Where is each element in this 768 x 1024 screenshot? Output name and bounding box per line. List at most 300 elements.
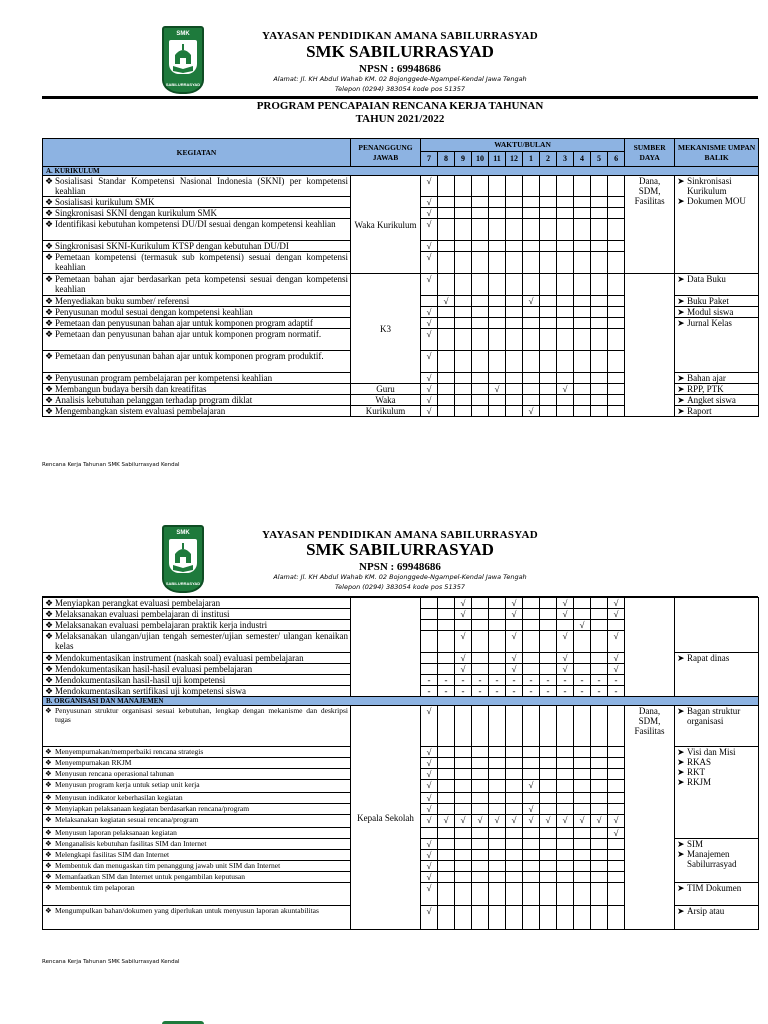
kegiatan-cell: [43, 664, 351, 675]
mekanisme-item: [677, 176, 756, 196]
month-cell: [591, 176, 608, 197]
month-cell: [438, 329, 455, 351]
month-cell: [455, 906, 472, 930]
month-cell: [591, 747, 608, 758]
month-cell: [472, 706, 489, 747]
month-cell: [591, 828, 608, 839]
month-cell: [438, 839, 455, 850]
kegiatan-cell: [43, 176, 351, 197]
month-cell: [574, 373, 591, 384]
check-mark: √: [557, 815, 574, 828]
month-cell: [472, 406, 489, 417]
arrow-icon: ➤: [677, 653, 685, 663]
month-cell: [523, 318, 540, 329]
month-cell: [540, 861, 557, 872]
kegiatan-cell: [43, 861, 351, 872]
check-mark: √: [421, 329, 438, 351]
month-cell: [438, 274, 455, 296]
month-cell: [472, 631, 489, 653]
foundation-name: YAYASAN PENDIDIKAN AMANA SABILURRASYAD: [262, 30, 538, 42]
month-cell: [506, 351, 523, 373]
mekanisme-cell: [675, 307, 759, 318]
month-header: 10: [472, 152, 489, 167]
month-cell: [540, 828, 557, 839]
month-cell: [523, 241, 540, 252]
month-cell: [574, 208, 591, 219]
month-cell: [472, 664, 489, 675]
month-cell: [455, 208, 472, 219]
month-cell: [608, 780, 625, 793]
month-cell: [438, 241, 455, 252]
month-cell: [438, 219, 455, 241]
month-cell: [523, 793, 540, 804]
mekanisme-text: Bahan ajar: [687, 373, 726, 383]
month-cell: [591, 197, 608, 208]
check-mark: √: [421, 351, 438, 373]
kegiatan-cell: [43, 598, 351, 609]
check-mark: √: [506, 653, 523, 664]
month-cell: [489, 351, 506, 373]
month-cell: [523, 219, 540, 241]
check-mark: √: [608, 828, 625, 839]
month-cell: [455, 747, 472, 758]
month-cell: [608, 208, 625, 219]
check-mark: √: [557, 384, 574, 395]
mekanisme-item: [677, 196, 756, 206]
month-cell: [540, 850, 557, 861]
month-cell: [591, 373, 608, 384]
month-cell: [591, 861, 608, 872]
month-cell: [438, 747, 455, 758]
mekanisme-item: [677, 849, 756, 869]
mekanisme-item: [677, 883, 756, 893]
month-cell: [540, 598, 557, 609]
check-mark: √: [455, 815, 472, 828]
mekanisme-cell: [675, 176, 759, 274]
month-cell: [438, 252, 455, 274]
month-cell: [557, 839, 574, 850]
dash-mark: -: [557, 686, 574, 697]
mekanisme-cell: [675, 406, 759, 417]
month-cell: [455, 384, 472, 395]
kegiatan-text: Melengkapi fasilitas SIM dan Internet: [55, 850, 170, 859]
sumber-cell: [625, 598, 675, 697]
check-mark: √: [421, 861, 438, 872]
month-header: 8: [438, 152, 455, 167]
month-cell: [540, 208, 557, 219]
kegiatan-cell: [43, 631, 351, 653]
month-cell: [591, 296, 608, 307]
bullet-icon: ❖: [45, 769, 52, 778]
month-cell: [438, 850, 455, 861]
month-cell: [557, 861, 574, 872]
kegiatan-text: Melaksanakan evaluasi pembelajaran di institusi: [55, 609, 230, 619]
month-cell: [591, 769, 608, 780]
month-cell: [574, 176, 591, 197]
bullet-icon: ❖: [45, 686, 54, 696]
month-cell: [591, 620, 608, 631]
month-cell: [540, 274, 557, 296]
sumber-cell: Dana, SDM, Fasilitas: [625, 176, 675, 274]
dash-mark: -: [438, 686, 455, 697]
month-cell: [506, 373, 523, 384]
dash-mark: -: [557, 675, 574, 686]
mekanisme-text: Arsip atau: [687, 906, 725, 916]
month-cell: [574, 197, 591, 208]
month-cell: [557, 351, 574, 373]
mekanisme-item: [677, 777, 756, 787]
month-cell: [574, 706, 591, 747]
kegiatan-cell: [43, 296, 351, 307]
month-cell: [540, 176, 557, 197]
month-cell: [489, 395, 506, 406]
month-cell: [608, 758, 625, 769]
kegiatan-cell: [43, 906, 351, 930]
month-cell: [438, 318, 455, 329]
check-mark: √: [421, 758, 438, 769]
header-rule: [42, 96, 758, 99]
month-cell: [472, 758, 489, 769]
month-cell: [608, 384, 625, 395]
check-mark: √: [421, 793, 438, 804]
check-mark: √: [421, 252, 438, 274]
check-mark: √: [489, 384, 506, 395]
month-cell: [557, 252, 574, 274]
month-cell: [540, 329, 557, 351]
month-header: 9: [455, 152, 472, 167]
month-cell: [455, 872, 472, 883]
month-cell: [489, 804, 506, 815]
month-cell: [455, 274, 472, 296]
kegiatan-text: Pemetaan dan penyusunan bahan ajar untuk komponen program produktif.: [55, 351, 324, 361]
mekanisme-text: Data Buku: [687, 274, 726, 284]
month-cell: [455, 241, 472, 252]
check-mark: √: [557, 664, 574, 675]
month-cell: [540, 747, 557, 758]
month-cell: [574, 828, 591, 839]
kegiatan-text: Pemetaan dan penyusunan bahan ajar untuk komponen program adaptif: [55, 318, 313, 328]
month-header: 4: [574, 152, 591, 167]
address: Alamat: Jl. KH Abdul Wahab KM. 02 Bojonggede-Ngampel-Kendal Jawa Tengah: [273, 573, 527, 581]
mekanisme-item: [677, 906, 756, 916]
month-cell: [608, 307, 625, 318]
month-cell: [574, 839, 591, 850]
col-sumber: SUMBER DAYA: [625, 139, 675, 167]
program-year: TAHUN 2021/2022: [355, 113, 445, 125]
bullet-icon: ❖: [45, 219, 54, 229]
dash-mark: -: [489, 675, 506, 686]
month-cell: [455, 329, 472, 351]
month-cell: [574, 804, 591, 815]
month-header: 11: [489, 152, 506, 167]
kegiatan-cell: [43, 318, 351, 329]
kegiatan-text: Melaksanakan evaluasi pembelajaran praktik kerja industri: [55, 620, 268, 630]
month-cell: [455, 219, 472, 241]
month-cell: [421, 296, 438, 307]
bullet-icon: ❖: [45, 197, 54, 207]
month-cell: [591, 351, 608, 373]
month-cell: [455, 883, 472, 906]
month-cell: [557, 274, 574, 296]
month-cell: [591, 906, 608, 930]
month-cell: [574, 883, 591, 906]
month-cell: [540, 906, 557, 930]
check-mark: √: [489, 815, 506, 828]
kegiatan-text: Mendokumentasikan hasil-hasil uji kompetensi: [55, 675, 226, 685]
dash-mark: -: [455, 686, 472, 697]
month-cell: [506, 197, 523, 208]
month-cell: [472, 274, 489, 296]
arrow-icon: ➤: [677, 906, 685, 916]
month-cell: [540, 406, 557, 417]
month-cell: [574, 252, 591, 274]
month-cell: [591, 395, 608, 406]
month-cell: [472, 780, 489, 793]
month-cell: [438, 208, 455, 219]
month-header: 6: [608, 152, 625, 167]
bullet-icon: ❖: [45, 329, 54, 339]
mekanisme-cell: [675, 706, 759, 747]
month-cell: [557, 318, 574, 329]
pj-cell: Waka: [351, 395, 421, 406]
arrow-icon: ➤: [677, 747, 685, 757]
check-mark: √: [421, 804, 438, 815]
mekanisme-text: Bagan struktur organisasi: [687, 706, 741, 726]
month-cell: [472, 219, 489, 241]
month-cell: [608, 318, 625, 329]
month-cell: [472, 351, 489, 373]
table-row: [43, 176, 759, 197]
month-cell: [574, 609, 591, 620]
month-cell: [455, 758, 472, 769]
bullet-icon: ❖: [45, 883, 52, 892]
kegiatan-cell: [43, 747, 351, 758]
bullet-icon: ❖: [45, 208, 54, 218]
kegiatan-text: Sosialisasi kurikulum SMK: [55, 197, 155, 207]
month-cell: [591, 609, 608, 620]
check-mark: √: [608, 598, 625, 609]
month-cell: [608, 176, 625, 197]
kegiatan-cell: [43, 274, 351, 296]
mekanisme-text: Dokumen MOU: [687, 196, 746, 206]
col-kegiatan: KEGIATAN: [43, 139, 351, 167]
month-cell: [455, 252, 472, 274]
month-cell: [438, 804, 455, 815]
month-cell: [557, 804, 574, 815]
month-cell: [506, 384, 523, 395]
month-cell: [506, 252, 523, 274]
month-cell: [523, 274, 540, 296]
table-row: [43, 274, 759, 296]
month-cell: [472, 861, 489, 872]
month-cell: [455, 406, 472, 417]
month-cell: [540, 804, 557, 815]
kegiatan-cell: [43, 828, 351, 839]
month-cell: [591, 384, 608, 395]
check-mark: √: [421, 780, 438, 793]
month-cell: [540, 839, 557, 850]
mekanisme-cell: [675, 395, 759, 406]
kegiatan-cell: [43, 686, 351, 697]
month-cell: [574, 861, 591, 872]
check-mark: √: [608, 664, 625, 675]
month-cell: [608, 252, 625, 274]
section-row: [43, 697, 759, 706]
month-cell: [438, 828, 455, 839]
arrow-icon: ➤: [677, 777, 685, 787]
month-cell: [540, 351, 557, 373]
month-cell: [506, 274, 523, 296]
month-cell: [506, 758, 523, 769]
month-cell: [506, 883, 523, 906]
kegiatan-text: Menyiapkan pelaksanaan kegiatan berdasarkan rencana/program: [55, 804, 250, 813]
month-header: 12: [506, 152, 523, 167]
mekanisme-item: [677, 318, 756, 328]
month-cell: [557, 329, 574, 351]
bullet-icon: ❖: [45, 839, 52, 848]
kegiatan-cell: [43, 329, 351, 351]
check-mark: √: [506, 598, 523, 609]
kegiatan-text: Melaksanakan kegiatan sesuai rencana/program: [55, 815, 199, 824]
check-mark: √: [557, 653, 574, 664]
month-cell: [591, 804, 608, 815]
month-cell: [540, 219, 557, 241]
mekanisme-item: [677, 757, 756, 767]
month-cell: [523, 747, 540, 758]
month-cell: [574, 747, 591, 758]
month-cell: [574, 653, 591, 664]
month-cell: [489, 664, 506, 675]
month-cell: [506, 296, 523, 307]
bullet-icon: ❖: [45, 395, 54, 405]
month-cell: [523, 176, 540, 197]
dash-mark: -: [540, 675, 557, 686]
mekanisme-text: Sinkronisasi Kurikulum: [687, 176, 732, 196]
month-header: 2: [540, 152, 557, 167]
kegiatan-text: Mengembangkan sistem evaluasi pembelajaran: [55, 406, 226, 416]
arrow-icon: ➤: [677, 274, 685, 284]
month-cell: [506, 804, 523, 815]
month-cell: [540, 883, 557, 906]
mekanisme-text: Jurnal Kelas: [687, 318, 732, 328]
bullet-icon: ❖: [45, 296, 54, 306]
month-cell: [489, 296, 506, 307]
month-cell: [472, 252, 489, 274]
dash-mark: -: [506, 686, 523, 697]
month-cell: [438, 780, 455, 793]
month-cell: [608, 296, 625, 307]
kegiatan-text: Menyusun rencana operasional tahunan: [55, 769, 174, 778]
month-cell: [574, 598, 591, 609]
month-cell: [557, 373, 574, 384]
dash-mark: -: [591, 675, 608, 686]
month-cell: [506, 620, 523, 631]
dash-mark: -: [455, 675, 472, 686]
month-cell: [591, 406, 608, 417]
dash-mark: -: [472, 675, 489, 686]
bullet-icon: ❖: [45, 804, 52, 813]
arrow-icon: ➤: [677, 767, 685, 777]
month-cell: [574, 395, 591, 406]
check-mark: √: [591, 815, 608, 828]
month-cell: [557, 620, 574, 631]
check-mark: √: [506, 609, 523, 620]
month-cell: [523, 706, 540, 747]
month-cell: [608, 241, 625, 252]
check-mark: √: [421, 384, 438, 395]
month-cell: [608, 706, 625, 747]
month-cell: [540, 793, 557, 804]
pj-cell: [351, 598, 421, 697]
kegiatan-cell: [43, 850, 351, 861]
dash-mark: -: [421, 686, 438, 697]
month-cell: [608, 406, 625, 417]
bullet-icon: ❖: [45, 384, 54, 394]
month-cell: [489, 373, 506, 384]
month-cell: [523, 373, 540, 384]
npsn: NPSN : 69948686: [359, 561, 441, 573]
mekanisme-item: [677, 274, 756, 284]
month-cell: [523, 872, 540, 883]
phone: Telepon (0294) 383054 kode pos 51357: [335, 583, 465, 591]
month-cell: [489, 780, 506, 793]
month-cell: [574, 329, 591, 351]
month-cell: [421, 631, 438, 653]
month-cell: [574, 631, 591, 653]
arrow-icon: ➤: [677, 406, 685, 416]
table-row: [43, 598, 759, 609]
kegiatan-text: Menganalisis kebutuhan fasilitas SIM dan Internet: [55, 839, 207, 848]
month-cell: [608, 274, 625, 296]
month-cell: [608, 906, 625, 930]
check-mark: √: [557, 609, 574, 620]
logo-text-top: SMK: [176, 31, 190, 37]
mekanisme-item: [677, 395, 756, 405]
arrow-icon: ➤: [677, 839, 685, 849]
bullet-icon: ❖: [45, 351, 54, 361]
month-cell: [608, 769, 625, 780]
kegiatan-cell: [43, 815, 351, 828]
dash-mark: -: [608, 686, 625, 697]
mekanisme-cell: [675, 883, 759, 906]
month-cell: [489, 620, 506, 631]
month-cell: [591, 307, 608, 318]
kegiatan-cell: [43, 620, 351, 631]
check-mark: √: [421, 839, 438, 850]
mekanisme-item: [677, 384, 756, 394]
month-cell: [438, 883, 455, 906]
month-cell: [489, 747, 506, 758]
month-cell: [540, 653, 557, 664]
month-cell: [523, 620, 540, 631]
month-cell: [523, 208, 540, 219]
month-cell: [472, 197, 489, 208]
month-cell: [591, 653, 608, 664]
month-cell: [489, 758, 506, 769]
mekanisme-text: SIM: [687, 839, 704, 849]
month-cell: [438, 861, 455, 872]
month-cell: [523, 631, 540, 653]
kegiatan-text: Penyusunan modul sesuai dengan kompetensi keahlian: [55, 307, 253, 317]
pj-cell: Kurikulum: [351, 406, 421, 417]
bullet-icon: ❖: [45, 252, 54, 262]
month-cell: [557, 872, 574, 883]
month-cell: [455, 780, 472, 793]
bullet-icon: ❖: [45, 664, 54, 674]
kegiatan-cell: [43, 384, 351, 395]
month-cell: [608, 747, 625, 758]
check-mark: √: [421, 883, 438, 906]
